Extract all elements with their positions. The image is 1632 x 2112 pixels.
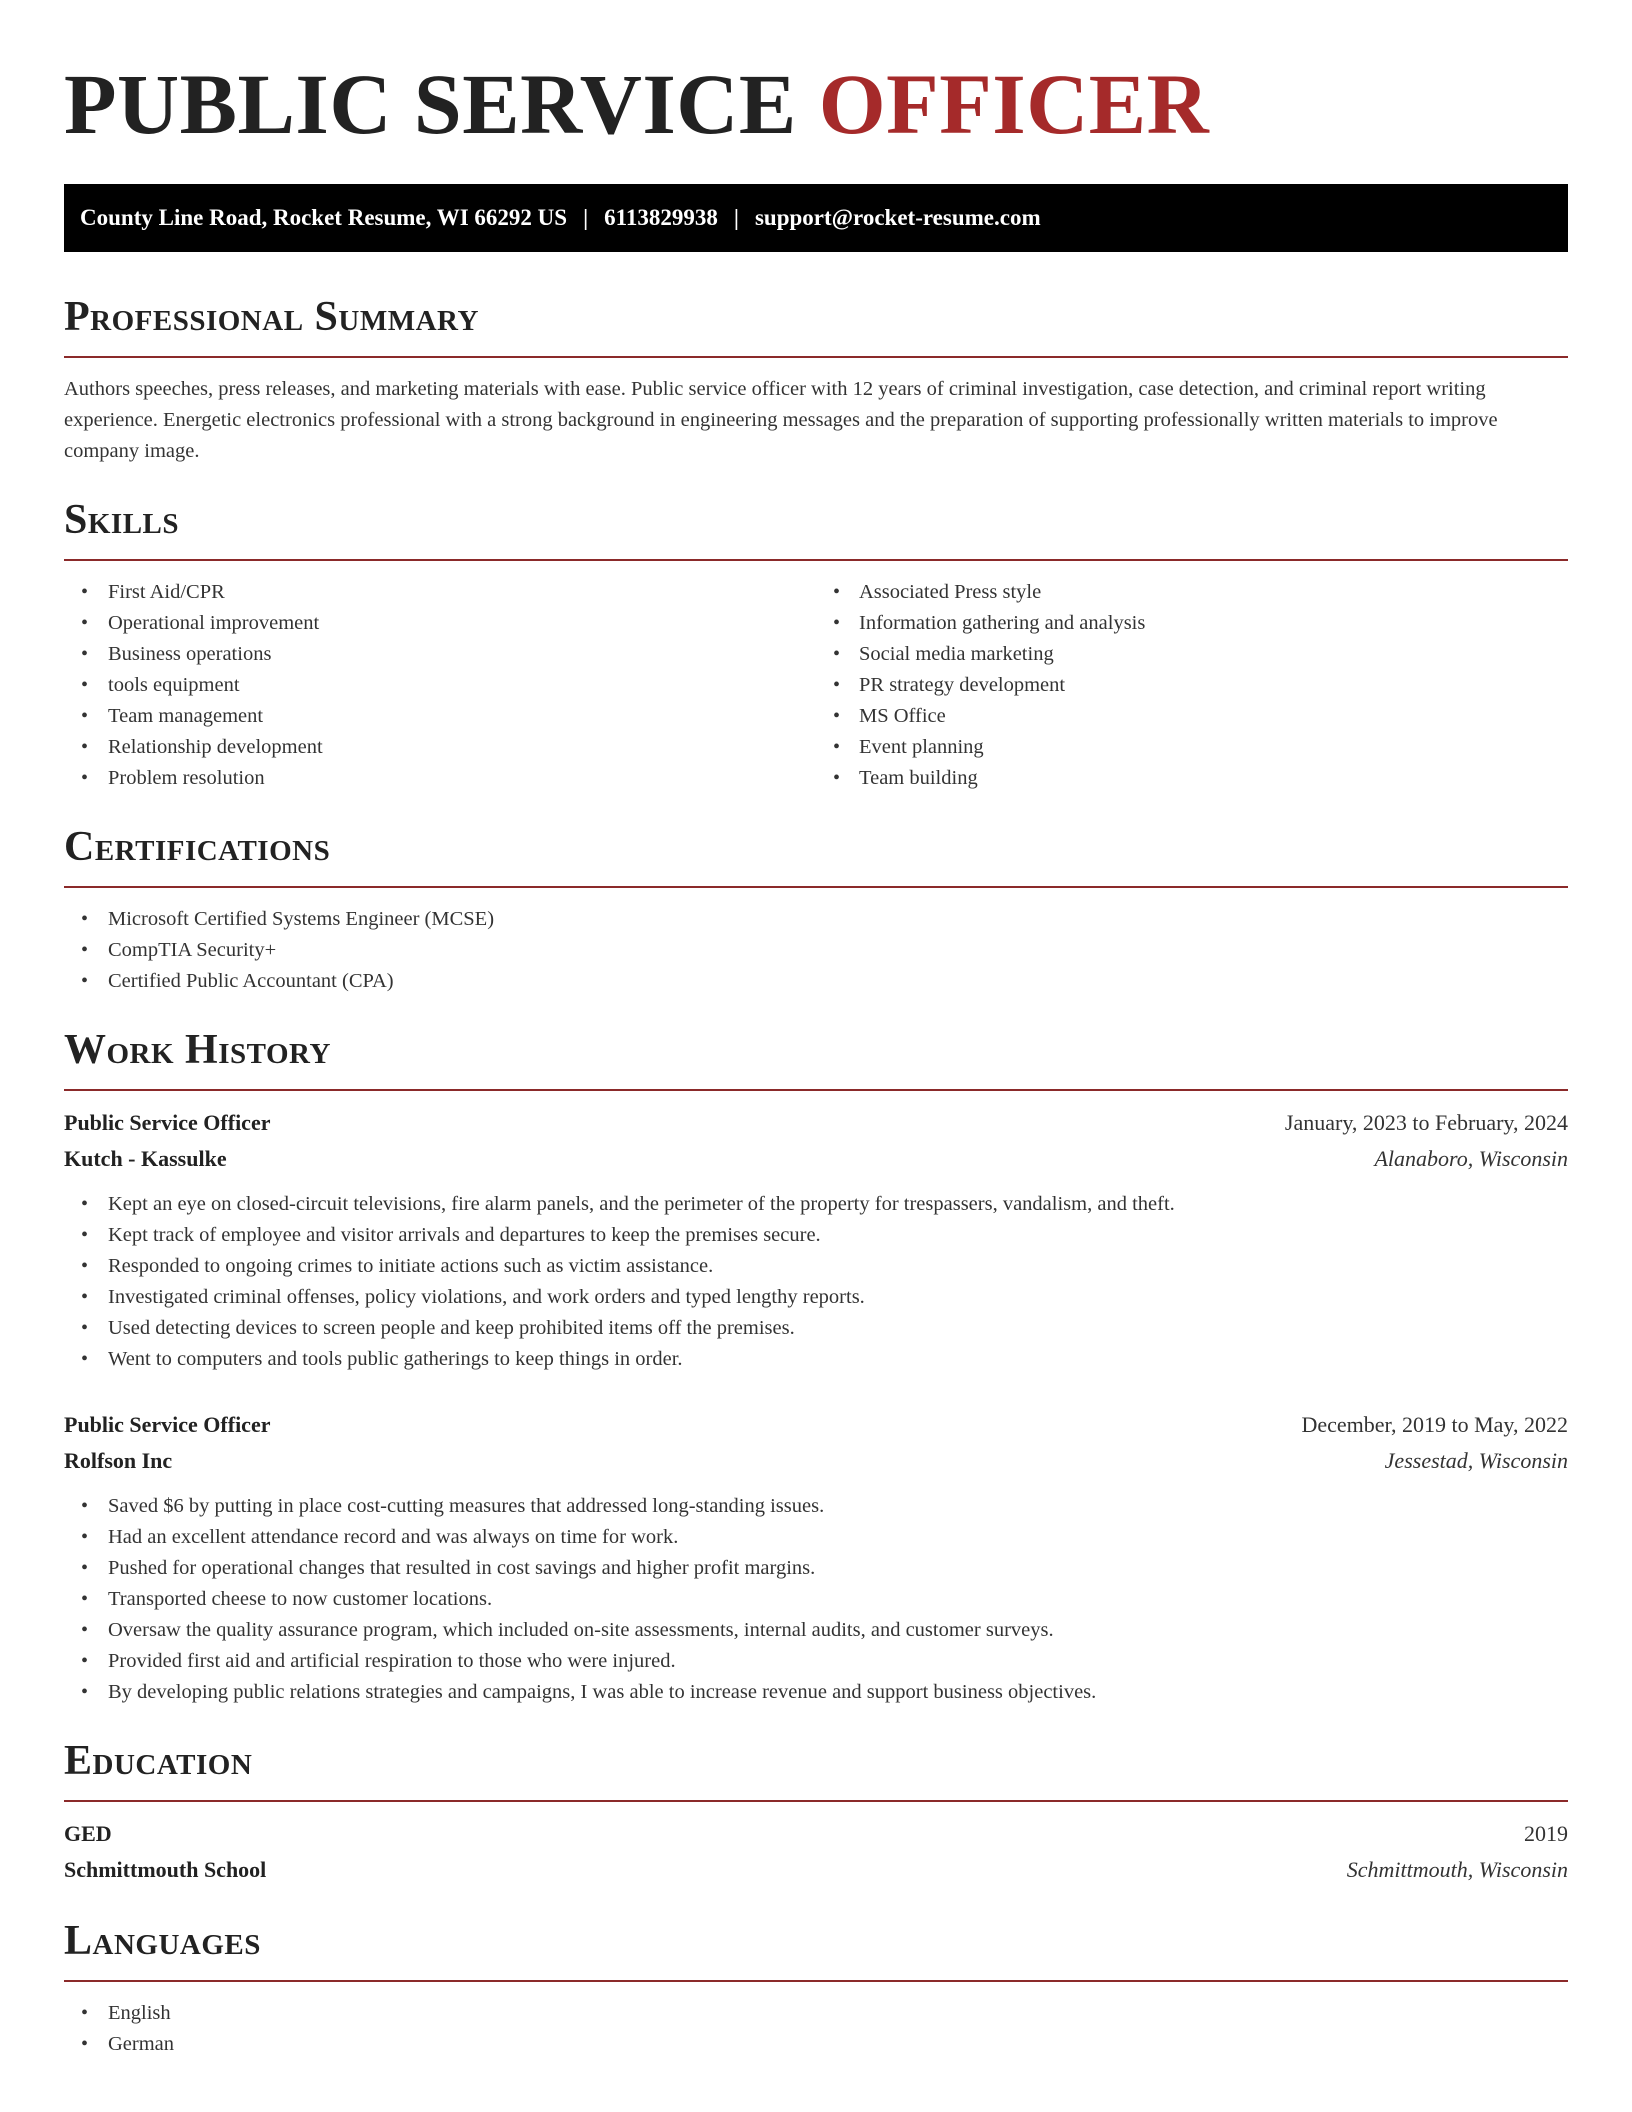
section-divider — [64, 1089, 1568, 1091]
education-location: Schmittmouth, Wisconsin — [1346, 1857, 1568, 1882]
contact-separator: | — [583, 205, 589, 230]
summary-text: Authors speeches, press releases, and marketing materials with ease. Public service officer with 12 years of criminal investigation, case detection, and criminal report writing experience. Energetic electronics professional with a strong background in engineering messages and the preparation of supporting professionally written materials to improve company image. — [64, 378, 1498, 462]
work-history-section — [64, 1025, 1568, 1708]
certifications-list — [64, 904, 1568, 997]
job-location: Jessestad, Wisconsin — [1384, 1448, 1568, 1473]
list-item: • Certified Public Accountant (CPA) — [64, 966, 1568, 997]
list-item: • Event planning — [816, 732, 1568, 763]
section-divider — [64, 886, 1568, 888]
certifications-section — [64, 822, 1568, 997]
list-item: • Business operations — [64, 639, 816, 670]
education-subheader-row — [64, 1852, 1568, 1888]
list-item: • Social media marketing — [816, 639, 1568, 670]
list-item: • Used detecting devices to screen people and keep prohibited items off the premises. — [64, 1313, 1568, 1344]
job-header-row — [64, 1105, 1568, 1141]
languages-list — [64, 1998, 1568, 2060]
education-year: 2019 — [1524, 1821, 1568, 1846]
list-item: • Microsoft Certified Systems Engineer (MCSE) — [64, 904, 1568, 935]
list-item: • Saved $6 by putting in place cost-cutting measures that addressed long-standing issues. — [64, 1491, 1568, 1522]
skills-section — [64, 495, 1568, 794]
skills-list-left — [64, 577, 816, 794]
education-degree: GED — [64, 1821, 112, 1846]
job-subheader-row — [64, 1141, 1568, 1177]
job-bullets — [64, 1189, 1568, 1375]
list-item: • Transported cheese to now customer locations. — [64, 1584, 1568, 1615]
contact-bar — [64, 184, 1568, 252]
list-item: • German — [64, 2029, 1568, 2060]
section-heading-skills: Skills — [64, 497, 180, 543]
list-item: • Team building — [816, 763, 1568, 794]
contact-email: support@rocket-resume.com — [754, 205, 1041, 230]
education-header-row — [64, 1816, 1568, 1852]
skills-list-right — [816, 577, 1568, 794]
list-item: • Oversaw the quality assurance program, which included on-site assessments, internal audits, and customer surveys. — [64, 1615, 1568, 1646]
list-item: • Provided first aid and artificial respiration to those who were injured. — [64, 1646, 1568, 1677]
section-heading-education: Education — [64, 1738, 253, 1784]
list-item: • MS Office — [816, 701, 1568, 732]
list-item: • CompTIA Security+ — [64, 935, 1568, 966]
list-item: • Kept track of employee and visitor arrivals and departures to keep the premises secure. — [64, 1220, 1568, 1251]
section-heading-work-history: Work History — [64, 1027, 331, 1073]
section-heading-certifications: Certifications — [64, 824, 331, 870]
list-item: • Problem resolution — [64, 763, 816, 794]
list-item: • Team management — [64, 701, 816, 732]
job-dates: January, 2023 to February, 2024 — [1284, 1110, 1568, 1135]
list-item: • Pushed for operational changes that resulted in cost savings and higher profit margins. — [64, 1553, 1568, 1584]
list-item: • Went to computers and tools public gatherings to keep things in order. — [64, 1344, 1568, 1375]
list-item: • Investigated criminal offenses, policy violations, and work orders and typed lengthy reports. — [64, 1282, 1568, 1313]
list-item: • Relationship development — [64, 732, 816, 763]
job-dates: December, 2019 to May, 2022 — [1301, 1412, 1568, 1437]
section-heading-summary: Professional Summary — [64, 294, 479, 340]
job-bullets — [64, 1491, 1568, 1708]
job-location: Alanaboro, Wisconsin — [1374, 1146, 1568, 1171]
job-company: Kutch - Kassulke — [64, 1146, 227, 1171]
section-divider — [64, 1800, 1568, 1802]
job-company: Rolfson Inc — [64, 1448, 173, 1473]
job-header-row — [64, 1407, 1568, 1443]
resume-title — [64, 56, 1568, 152]
contact-phone: 6113829938 — [604, 205, 718, 230]
education-school: Schmittmouth School — [64, 1857, 267, 1882]
section-divider — [64, 356, 1568, 358]
section-divider — [64, 1980, 1568, 1982]
education-section — [64, 1736, 1568, 1888]
contact-separator: | — [733, 205, 739, 230]
list-item: • Kept an eye on closed-circuit televisions, fire alarm panels, and the perimeter of the property for trespassers, vandalism, and theft. — [64, 1189, 1568, 1220]
education-entry — [64, 1816, 1568, 1888]
job-title: Public Service Officer — [64, 1412, 271, 1437]
list-item: • tools equipment — [64, 670, 816, 701]
job-entry — [64, 1407, 1568, 1708]
list-item: • PR strategy development — [816, 670, 1568, 701]
list-item: • By developing public relations strategies and campaigns, I was able to increase revenue and support business objectives. — [64, 1677, 1568, 1708]
job-title: Public Service Officer — [64, 1110, 271, 1135]
list-item: • English — [64, 1998, 1568, 2029]
languages-section — [64, 1916, 1568, 2060]
title-main: PUBLIC SERVICE — [64, 56, 797, 152]
skills-grid — [64, 561, 1568, 794]
job-subheader-row — [64, 1443, 1568, 1479]
title-accent: OFFICER — [818, 56, 1210, 152]
list-item: • First Aid/CPR — [64, 577, 816, 608]
list-item: • Operational improvement — [64, 608, 816, 639]
list-item: • Responded to ongoing crimes to initiate actions such as victim assistance. — [64, 1251, 1568, 1282]
contact-address: County Line Road, Rocket Resume, WI 66292 US — [80, 205, 568, 230]
job-entry — [64, 1105, 1568, 1375]
summary-section — [64, 292, 1568, 467]
list-item: • Associated Press style — [816, 577, 1568, 608]
list-item: • Had an excellent attendance record and was always on time for work. — [64, 1522, 1568, 1553]
section-heading-languages: Languages — [64, 1918, 261, 1964]
list-item: • Information gathering and analysis — [816, 608, 1568, 639]
